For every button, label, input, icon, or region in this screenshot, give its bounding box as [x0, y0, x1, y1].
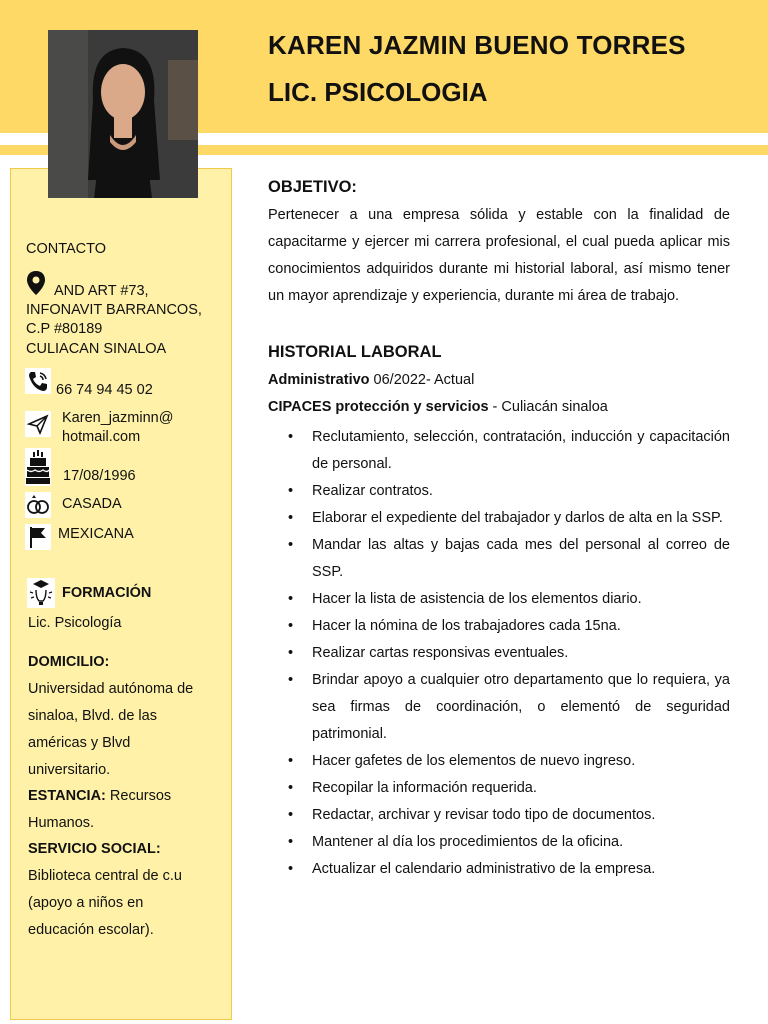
- domicilio-label: DOMICILIO:: [28, 654, 110, 670]
- nationality: MEXICANA: [58, 526, 134, 542]
- marital-status: CASADA: [62, 496, 122, 512]
- job-period: 06/2022- Actual: [369, 372, 475, 388]
- graduation-idea-icon: [27, 578, 55, 608]
- domicilio-line-4: universitario.: [28, 762, 111, 778]
- candidate-name: KAREN JAZMIN BUENO TORRES: [268, 30, 686, 60]
- profile-photo: [48, 30, 198, 198]
- list-item: • Actualizar el calendario administrativo de la empresa.: [268, 856, 730, 883]
- birthday-cake-icon: [25, 448, 51, 486]
- history-heading: HISTORIAL LABORAL: [268, 343, 442, 361]
- estancia-label: ESTANCIA:: [28, 788, 106, 804]
- address-line-3: C.P #80189: [26, 321, 103, 337]
- domicilio-line-1: Universidad autónoma de: [28, 681, 194, 697]
- education-degree: Lic. Psicología: [28, 615, 122, 631]
- list-item: • Realizar contratos.: [268, 478, 730, 505]
- email-line-2: hotmail.com: [62, 429, 141, 445]
- email-line-1: Karen_jazminn@: [62, 410, 174, 426]
- list-item: • Reclutamiento, selección, contratación, inducción y capacitación de personal.: [268, 424, 730, 478]
- address-line-4: CULIACAN SINALOA: [26, 341, 167, 357]
- candidate-degree: LIC. PSICOLOGIA: [268, 77, 488, 107]
- company-name: CIPACES protección y servicios: [268, 399, 489, 415]
- servicio-line-1: Biblioteca central de c.u: [28, 868, 182, 884]
- estancia-line: [28, 787, 171, 806]
- address-line-2: INFONAVIT BARRANCOS,: [26, 302, 202, 318]
- list-item: • Redactar, archivar y revisar todo tipo de documentos.: [268, 802, 730, 829]
- domicilio-line-2: sinaloa, Blvd. de las: [28, 708, 157, 724]
- duties-list: [268, 424, 730, 883]
- list-item: • Recopilar la información requerida.: [268, 775, 730, 802]
- phone-number: 66 74 94 45 02: [56, 382, 153, 398]
- job-line: [268, 372, 730, 388]
- birthdate: 17/08/1996: [63, 468, 136, 484]
- list-item: • Elaborar el expediente del trabajador y darlos de alta en la SSP.: [268, 505, 730, 532]
- list-item: • Brindar apoyo a cualquier otro departamento que lo requiera, ya sea firmas de coordinación, o elementó de seguridad patrimonial.: [268, 667, 730, 748]
- estancia-value: Recursos: [105, 788, 172, 804]
- list-item: • Hacer gafetes de los elementos de nuevo ingreso.: [268, 748, 730, 775]
- estancia-value-2: Humanos.: [28, 815, 95, 831]
- education-heading: FORMACIÓN: [62, 585, 152, 601]
- phone-icon: [25, 368, 51, 394]
- list-item: • Mantener al día los procedimientos de la oficina.: [268, 829, 730, 856]
- contact-heading: CONTACTO: [26, 241, 107, 257]
- job-title: Administrativo: [268, 372, 370, 388]
- address-line-1: AND ART #73,: [54, 283, 149, 299]
- servicio-line-2: (apoyo a niños en: [28, 895, 144, 911]
- list-item: • Hacer la lista de asistencia de los elementos diario.: [268, 586, 730, 613]
- list-item: • Hacer la nómina de los trabajadores cada 15na.: [268, 613, 730, 640]
- company-location: - Culiacán sinaloa: [488, 399, 608, 415]
- list-item: • Realizar cartas responsivas eventuales.: [268, 640, 730, 667]
- location-pin-icon: [26, 270, 46, 296]
- send-icon: [25, 411, 51, 437]
- company-line: [268, 399, 730, 415]
- servicio-line-3: educación escolar).: [28, 922, 154, 938]
- servicio-label: SERVICIO SOCIAL:: [28, 841, 161, 857]
- domicilio-line-3: américas y Blvd: [28, 735, 131, 751]
- flag-icon: [25, 524, 51, 550]
- objective-heading: OBJETIVO:: [268, 178, 357, 196]
- list-item: • Mandar las altas y bajas cada mes del personal al correo de SSP.: [268, 532, 730, 586]
- rings-icon: [25, 492, 51, 518]
- objective-text: Pertenecer a una empresa sólida y estable con la finalidad de capacitarme y ejercer mi carrera profesional, el cual pueda aplicar mis conocimientos adquiridos durante mi historial laboral, así mismo tener un mayor aprendizaje y experiencia, durante mi área de trabajo.: [268, 207, 730, 304]
